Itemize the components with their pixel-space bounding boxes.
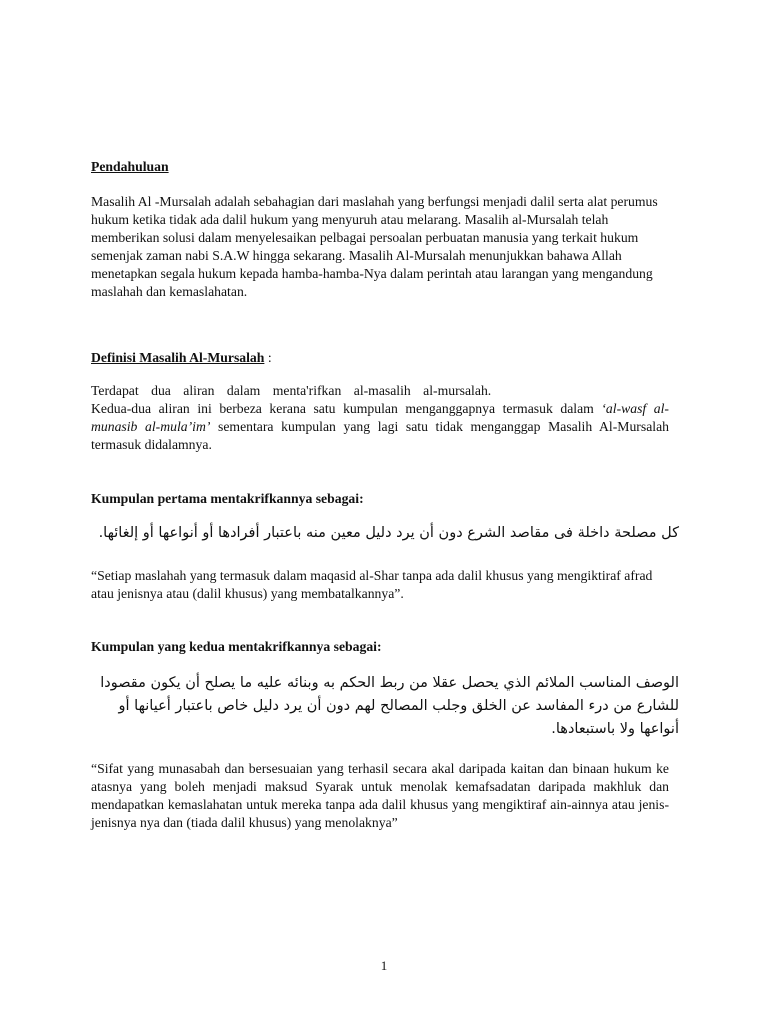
arabic-definition-group-1: كل مصلحة داخلة فى مقاصد الشرع دون أن يرد دليل معين منه باعتبار أفرادها أو أنواعها أو إلغائها. <box>98 525 679 541</box>
page-number: 1 <box>380 958 388 973</box>
section-heading-group-1: Kumpulan pertama mentakrifkannya sebagai: <box>91 491 364 506</box>
section-heading-group-2: Kumpulan yang kedua mentakrifkannya sebagai: <box>91 639 382 654</box>
translation-group-1: “Setiap maslahah yang termasuk dalam maqasid al-Shar tanpa ada dalil khusus yang mengiktiraf afrad atau jenisnya atau (dalil khusus) yang membatalkannya”. <box>91 568 653 601</box>
section-heading-definition <box>91 349 669 367</box>
translation-group-2: “Sifat yang munasabah dan bersesuaian yang terhasil secara akal daripada kaitan dan binaan hukum ke atasnya yang boleh menjadi maksud Syarak untuk menolak kemafsadatan daripada makhluk dan mendapatkan kemaslahatan untuk mereka tanpa ada dalil khusus yang mengiktiraf ain-ainnya atau jenis-jenisnya nya dan (tiada dalil khusus) yang menolaknya” <box>91 761 669 830</box>
definition-term: ‘al-wasf al-munasib al-mula’im’ <box>91 401 669 434</box>
definition-heading-title: Definisi Masalih Al-Mursalah <box>91 350 265 365</box>
definition-paragraph <box>91 400 669 454</box>
definition-line-1: Terdapat dua aliran dalam menta'rifkan al-masalih al-mursalah. <box>91 383 492 398</box>
definition-text-start: Kedua-dua aliran ini berbeza kerana satu kumpulan menganggapnya termasuk dalam <box>91 401 602 416</box>
section-heading-introduction: Pendahuluan <box>91 159 169 174</box>
definition-heading-colon: : <box>264 350 272 365</box>
definition-text-end: sementara kumpulan yang lagi satu tidak menganggap Masalih Al-Mursalah termasuk didalamnya. <box>91 419 669 452</box>
arabic-definition-group-2: الوصف المناسب الملائم الذي يحصل عقلا من ربط الحكم به وبنائه عليه ما يصلح أن يكون مقصودا للشارع من درء المفاسد عن الخلق وجلب المصالح لهم دون أن يرد دليل خاص باعتبار أعيانها أو أنواعها ولا باستبعادها. <box>100 675 679 737</box>
introduction-paragraph: Masalih Al -Mursalah adalah sebahagian dari maslahah yang berfungsi menjadi dalil serta alat perumus hukum ketika tidak ada dalil hukum yang menyuruh atau melarang. Masalih al-Mursalah telah memberikan solusi dalam menyelesaikan pelbagai persoalan perbuatan manusia yang terkait hukum semenjak zaman nabi S.A.W hingga sekarang. Masalih Al-Mursalah menunjukkan bahawa Allah menetapkan segala hukum kepada hamba-hamba-Nya dalam perintah atau larangan yang mengandung maslahah dan kemaslahatan. <box>91 194 658 299</box>
